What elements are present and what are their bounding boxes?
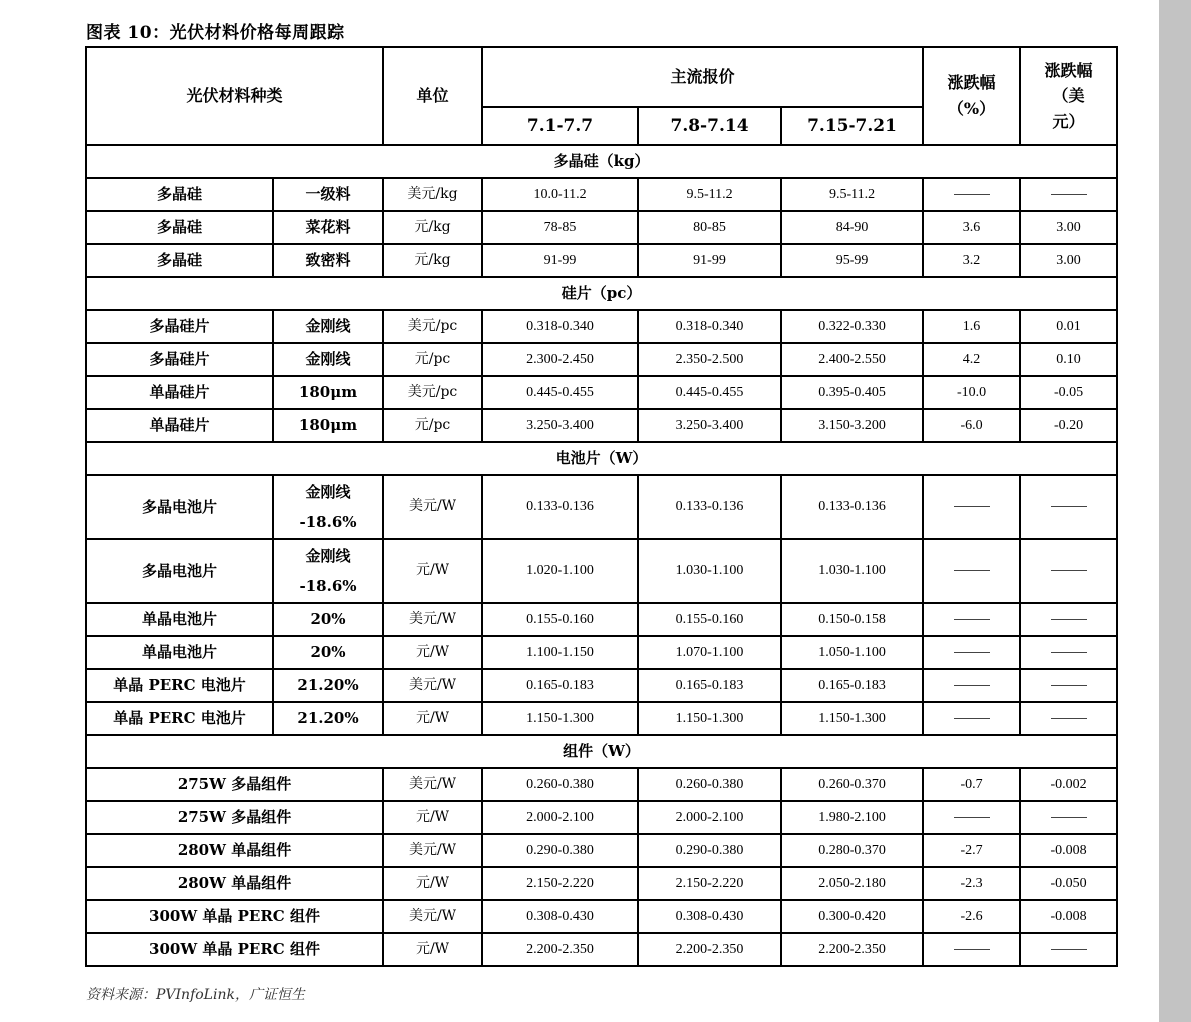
table-row [86,539,1117,603]
change-usd [1020,475,1117,539]
change-usd: -0.05 [1020,376,1117,409]
material-spec [273,475,383,539]
material-spec-line2: -18.6% [299,577,357,595]
no-change-dash [1051,817,1087,819]
header-period-1: 7.1-7.7 [482,107,638,145]
change-usd: -0.002 [1020,768,1117,801]
change-usd: -0.008 [1020,900,1117,933]
unit-cell: 元/W [383,933,482,966]
unit-cell: 美元/kg [383,178,482,211]
material-name: 多晶硅 [86,178,273,211]
change-usd: -0.20 [1020,409,1117,442]
header-change-usd: 涨跌幅（美元） [1020,47,1117,145]
change-pct [923,669,1020,702]
price-period-2: 0.308-0.430 [638,900,781,933]
table-row [86,636,1117,669]
section-title: 硅片（pc） [86,277,1117,310]
table-row [86,376,1117,409]
price-period-1: 78-85 [482,211,638,244]
unit-cell: 美元/W [383,603,482,636]
unit-cell: 元/W [383,539,482,603]
change-pct: -0.7 [923,768,1020,801]
material-spec: 金刚线 [273,343,383,376]
price-period-2: 0.290-0.380 [638,834,781,867]
change-usd [1020,636,1117,669]
section-row [86,145,1117,178]
table-row [86,244,1117,277]
change-pct [923,539,1020,603]
material-name: 多晶硅片 [86,343,273,376]
change-usd: 0.01 [1020,310,1117,343]
material-name: 单晶硅片 [86,409,273,442]
unit-cell: 元/W [383,702,482,735]
no-change-dash [1051,619,1087,621]
price-period-1: 2.300-2.450 [482,343,638,376]
price-period-2: 2.200-2.350 [638,933,781,966]
section-row [86,277,1117,310]
price-period-2: 2.150-2.220 [638,867,781,900]
unit-cell: 美元/pc [383,376,482,409]
price-period-1: 1.100-1.150 [482,636,638,669]
no-change-dash [1051,506,1087,508]
material-name: 300W 单晶 PERC 组件 [86,900,383,933]
price-period-1: 1.150-1.300 [482,702,638,735]
no-change-dash [954,506,990,508]
material-name: 单晶 PERC 电池片 [86,669,273,702]
change-pct: 3.6 [923,211,1020,244]
unit-cell: 元/kg [383,244,482,277]
change-usd [1020,669,1117,702]
change-usd: 3.00 [1020,244,1117,277]
material-name: 多晶电池片 [86,475,273,539]
material-spec-line2: -18.6% [299,513,357,531]
price-period-2: 1.070-1.100 [638,636,781,669]
price-period-1: 0.155-0.160 [482,603,638,636]
change-pct: 3.2 [923,244,1020,277]
scrollbar[interactable] [1159,0,1191,1022]
material-spec-line1: 金刚线 [305,483,351,501]
material-name: 280W 单晶组件 [86,867,383,900]
price-period-3: 0.300-0.420 [781,900,923,933]
change-pct [923,475,1020,539]
no-change-dash [954,685,990,687]
price-period-3: 0.322-0.330 [781,310,923,343]
change-pct: 4.2 [923,343,1020,376]
material-spec: 21.20% [273,669,383,702]
section-row [86,442,1117,475]
price-period-1: 91-99 [482,244,638,277]
table-row [86,900,1117,933]
unit-cell: 美元/W [383,900,482,933]
price-period-3: 1.030-1.100 [781,539,923,603]
material-spec: 菜花料 [273,211,383,244]
no-change-dash [1051,718,1087,720]
table-row [86,343,1117,376]
price-period-3: 2.400-2.550 [781,343,923,376]
change-usd [1020,178,1117,211]
header-unit: 单位 [383,47,482,145]
table-row [86,768,1117,801]
material-name: 单晶电池片 [86,636,273,669]
change-pct [923,178,1020,211]
material-name: 单晶 PERC 电池片 [86,702,273,735]
price-period-2: 0.318-0.340 [638,310,781,343]
table-row [86,834,1117,867]
material-spec: 致密料 [273,244,383,277]
price-period-2: 9.5-11.2 [638,178,781,211]
header-period-3: 7.15-7.21 [781,107,923,145]
price-period-1: 0.165-0.183 [482,669,638,702]
price-period-3: 95-99 [781,244,923,277]
price-period-1: 0.290-0.380 [482,834,638,867]
change-pct [923,801,1020,834]
price-period-2: 0.260-0.380 [638,768,781,801]
price-period-3: 9.5-11.2 [781,178,923,211]
unit-cell: 元/W [383,636,482,669]
change-pct: -2.3 [923,867,1020,900]
material-spec-line1: 金刚线 [305,547,351,565]
no-change-dash [954,652,990,654]
table-row [86,603,1117,636]
price-period-2: 2.000-2.100 [638,801,781,834]
no-change-dash [954,570,990,572]
table-row [86,702,1117,735]
material-name: 300W 单晶 PERC 组件 [86,933,383,966]
change-pct [923,933,1020,966]
material-spec: 180μm [273,409,383,442]
no-change-dash [954,619,990,621]
change-pct: -10.0 [923,376,1020,409]
change-usd [1020,933,1117,966]
material-name: 多晶硅 [86,211,273,244]
change-usd: 0.10 [1020,343,1117,376]
price-period-2: 1.030-1.100 [638,539,781,603]
unit-cell: 元/pc [383,409,482,442]
table-row [86,867,1117,900]
price-period-2: 1.150-1.300 [638,702,781,735]
change-pct: 1.6 [923,310,1020,343]
material-name: 多晶硅片 [86,310,273,343]
price-period-1: 1.020-1.100 [482,539,638,603]
unit-cell: 元/kg [383,211,482,244]
price-period-3: 1.980-2.100 [781,801,923,834]
price-period-1: 0.308-0.430 [482,900,638,933]
table-row [86,801,1117,834]
material-name: 275W 多晶组件 [86,801,383,834]
change-pct: -6.0 [923,409,1020,442]
source-note: 资料来源：PVInfoLink，广证恒生 [86,987,305,1003]
material-spec: 一级料 [273,178,383,211]
no-change-dash [1051,652,1087,654]
change-usd [1020,801,1117,834]
unit-cell: 美元/W [383,475,482,539]
price-period-1: 2.000-2.100 [482,801,638,834]
no-change-dash [954,949,990,951]
change-usd: -0.050 [1020,867,1117,900]
material-spec: 180μm [273,376,383,409]
section-title: 组件（W） [86,735,1117,768]
material-name: 多晶硅 [86,244,273,277]
price-period-3: 1.050-1.100 [781,636,923,669]
table-row [86,211,1117,244]
change-usd [1020,702,1117,735]
price-period-1: 10.0-11.2 [482,178,638,211]
section-row [86,735,1117,768]
change-usd: 3.00 [1020,211,1117,244]
material-name: 单晶硅片 [86,376,273,409]
price-period-3: 0.260-0.370 [781,768,923,801]
header-category: 光伏材料种类 [86,47,383,145]
unit-cell: 美元/pc [383,310,482,343]
material-spec: 金刚线 [273,310,383,343]
price-period-1: 0.260-0.380 [482,768,638,801]
material-spec [273,539,383,603]
table-row [86,310,1117,343]
material-name: 280W 单晶组件 [86,834,383,867]
change-usd: -0.008 [1020,834,1117,867]
price-period-3: 3.150-3.200 [781,409,923,442]
price-period-3: 0.280-0.370 [781,834,923,867]
no-change-dash [954,817,990,819]
header-period-2: 7.8-7.14 [638,107,781,145]
price-table [85,46,1118,967]
page-title: 图表 10：光伏材料价格每周跟踪 [86,23,345,43]
no-change-dash [1051,949,1087,951]
unit-cell: 美元/W [383,669,482,702]
no-change-dash [1051,570,1087,572]
price-period-2: 0.133-0.136 [638,475,781,539]
no-change-dash [954,718,990,720]
unit-cell: 元/W [383,867,482,900]
price-period-3: 1.150-1.300 [781,702,923,735]
price-period-2: 91-99 [638,244,781,277]
table-row [86,933,1117,966]
unit-cell: 元/W [383,801,482,834]
material-spec: 20% [273,603,383,636]
price-period-1: 0.318-0.340 [482,310,638,343]
price-period-3: 0.395-0.405 [781,376,923,409]
no-change-dash [1051,194,1087,196]
change-pct [923,702,1020,735]
price-period-2: 2.350-2.500 [638,343,781,376]
change-pct: -2.6 [923,900,1020,933]
unit-cell: 元/pc [383,343,482,376]
price-period-3: 2.050-2.180 [781,867,923,900]
material-spec: 21.20% [273,702,383,735]
material-spec: 20% [273,636,383,669]
price-period-3: 0.165-0.183 [781,669,923,702]
no-change-dash [1051,685,1087,687]
price-period-1: 3.250-3.400 [482,409,638,442]
price-period-3: 0.133-0.136 [781,475,923,539]
change-pct [923,636,1020,669]
change-usd [1020,603,1117,636]
price-period-1: 2.150-2.220 [482,867,638,900]
no-change-dash [954,194,990,196]
price-period-1: 2.200-2.350 [482,933,638,966]
price-period-2: 80-85 [638,211,781,244]
price-period-1: 0.445-0.455 [482,376,638,409]
change-usd [1020,539,1117,603]
price-period-1: 0.133-0.136 [482,475,638,539]
material-name: 多晶电池片 [86,539,273,603]
price-period-2: 0.155-0.160 [638,603,781,636]
table-row [86,669,1117,702]
section-title: 多晶硅（kg） [86,145,1117,178]
table-row [86,409,1117,442]
price-period-2: 0.445-0.455 [638,376,781,409]
header-change-pct: 涨跌幅（%） [923,47,1020,145]
price-period-2: 0.165-0.183 [638,669,781,702]
price-period-2: 3.250-3.400 [638,409,781,442]
price-period-3: 0.150-0.158 [781,603,923,636]
unit-cell: 美元/W [383,834,482,867]
price-period-3: 84-90 [781,211,923,244]
change-pct: -2.7 [923,834,1020,867]
header-price-group: 主流报价 [482,47,923,107]
material-name: 单晶电池片 [86,603,273,636]
table-row [86,178,1117,211]
unit-cell: 美元/W [383,768,482,801]
section-title: 电池片（W） [86,442,1117,475]
change-pct [923,603,1020,636]
table-row [86,475,1117,539]
material-name: 275W 多晶组件 [86,768,383,801]
price-period-3: 2.200-2.350 [781,933,923,966]
